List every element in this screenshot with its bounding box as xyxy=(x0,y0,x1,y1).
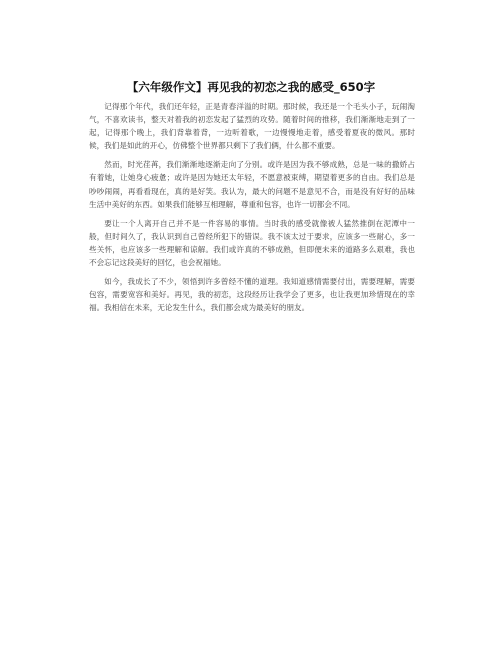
paragraph-2: 然而，时光荏苒，我们渐渐地逐渐走向了分别。或许是因为我不够成熟，总是一味的撒娇占有着她，让她身心疲惫；或许是因为她还太年轻，不愿意被束缚，期望着更多的自由。我们总是吵吵闹闹，再看看现在，真的是好笑。我认为，最大的问题不是意见不合，而是没有好好的品味生活中美好的东西。如果我们能够互相理解，尊重和包容，也许一切都会不同。 xyxy=(89,160,415,209)
page-title: 【六年级作文】再见我的初恋之我的感受_650字 xyxy=(126,80,376,94)
article-body xyxy=(89,100,415,320)
paragraph-1: 记得那个年代，我们还年轻，正是青春洋溢的时期。那时候，我还是一个毛头小子，玩闹淘气，不喜欢读书，整天对着我的初恋发起了猛烈的攻势。随着时间的推移，我们渐渐地走到了一起，记得那个晚上，我们背靠着背，一边听着歌，一边慢慢地走着，感受着夏夜的微风。那时候，我们是如此的开心，仿佛整个世界都只剩下了我们俩，什么都不重要。 xyxy=(89,102,415,151)
paragraph-4: 如今，我成长了不少，领悟到许多曾经不懂的道理。我知道感情需要付出，需要理解，需要包容，需要宽容和美好。再见，我的初恋，这段经历让我学会了更多，也让我更加珍惜现在的幸福。我相信在未来，无论发生什么，我们都会成为最美好的朋友。 xyxy=(89,277,415,313)
paragraph-3: 要让一个人离开自己并不是一件容易的事情。当时我的感受就像被人猛然推倒在泥潭中一般，但时间久了，我认识到自己曾经所犯下的错误。我不该太过于要求，应该多一些耐心，多一些关怀，也应该多一些理解和谅解。我们或许真的不够成熟，但即便未来的道路多么艰难，我也不会忘记这段美好的回忆，也会祝福她。 xyxy=(89,218,415,268)
